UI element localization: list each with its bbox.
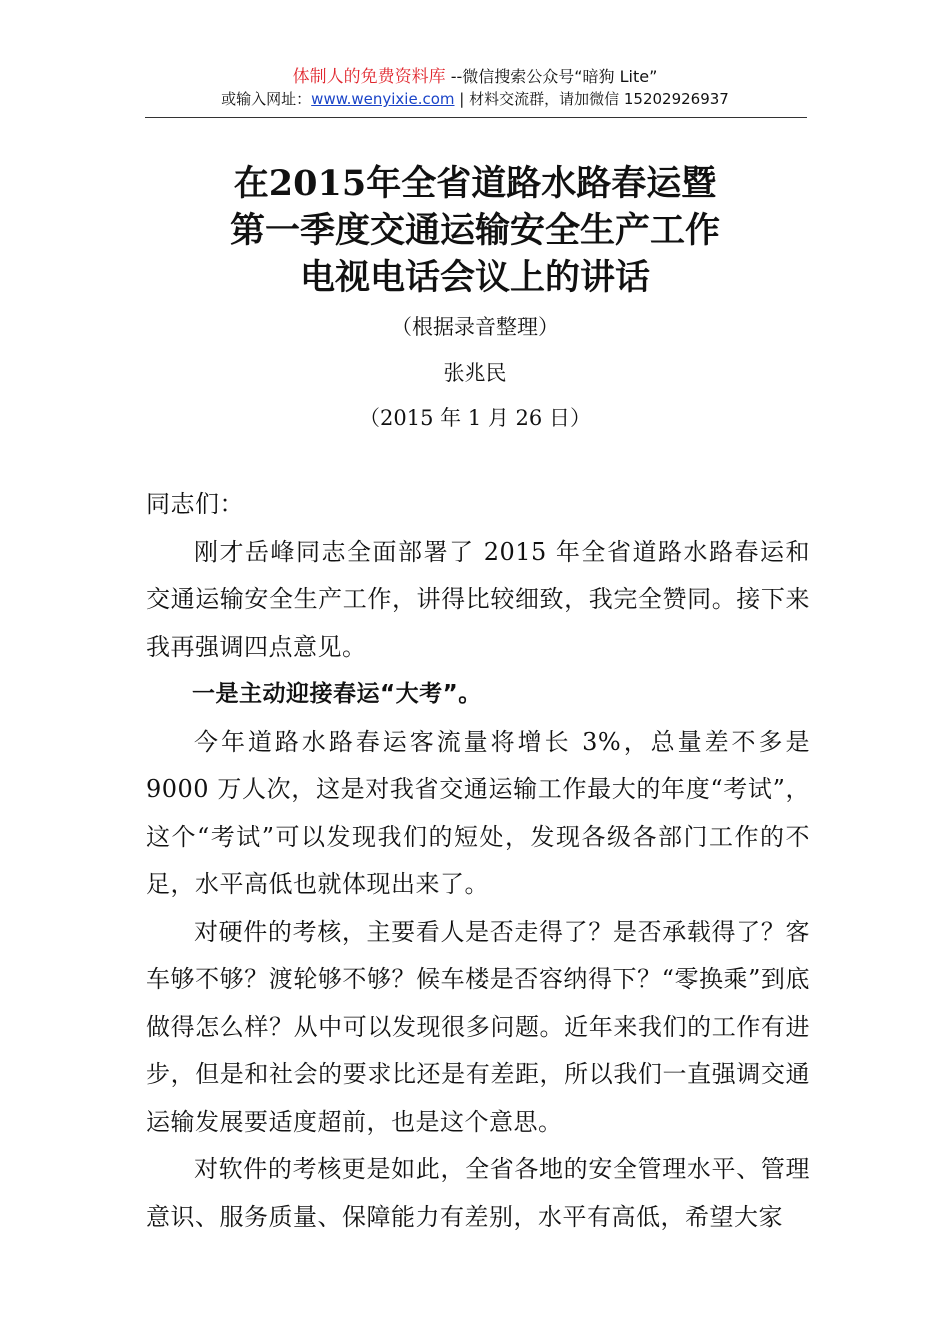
header-line-2	[145, 88, 805, 110]
contact-info: | 材料交流群，请加微信 15202926937	[454, 90, 729, 108]
header-tagline: --微信搜索公众号“暗狗 Lite”	[445, 67, 658, 86]
transcript-note: （根据录音整理）	[391, 315, 559, 339]
title-line-3: 电视电话会议上的讲话	[299, 257, 650, 298]
section-heading-1: 一是主动迎接春运“大考”。	[192, 681, 482, 707]
speech-body	[146, 481, 810, 1241]
author-name: 张兆民	[443, 361, 507, 385]
document-title	[100, 160, 850, 301]
url-prefix: 或输入网址：	[221, 90, 312, 108]
header-divider	[145, 117, 807, 118]
title-line-2: 第一季度交通运输安全生产工作	[229, 210, 720, 251]
paragraph-4: 对软件的考核更是如此，全省各地的安全管理水平、管理意识、服务质量、保障能力有差别，水平有高低，希望大家	[146, 1155, 810, 1231]
greeting: 同志们：	[146, 490, 244, 518]
header-line-1	[145, 66, 805, 88]
page-header	[145, 66, 805, 110]
paragraph-2: 今年道路水路春运客流量将增长 3%，总量差不多是 9000 万人次，这是对我省交通运输工作最大的年度“考试”，这个“考试”可以发现我们的短处，发现各级各部门工作的不足，水平高低也就体现出来了。	[146, 727, 810, 898]
website-link[interactable]: www.wenyixie.com	[311, 90, 455, 108]
paragraph-1: 刚才岳峰同志全面部署了 2015 年全省道路水路春运和交通运输安全生产工作，讲得比较细致，我完全赞同。接下来我再强调四点意见。	[146, 537, 810, 661]
paragraph-3: 对硬件的考核，主要看人是否走得了？是否承载得了？客车够不够？渡轮够不够？候车楼是否容纳得下？“零换乘”到底做得怎么样？从中可以发现很多问题。近年来我们的工作有进步，但是和社会的要求比还是有差距，所以我们一直强调交通运输发展要适度超前，也是这个意思。	[146, 917, 810, 1136]
brand-name: 体制人的免费资料库	[292, 67, 446, 87]
speech-date: （2015 年 1 月 26 日）	[359, 406, 591, 430]
title-line-1: 在2015年全省道路水路春运暨	[233, 163, 717, 204]
